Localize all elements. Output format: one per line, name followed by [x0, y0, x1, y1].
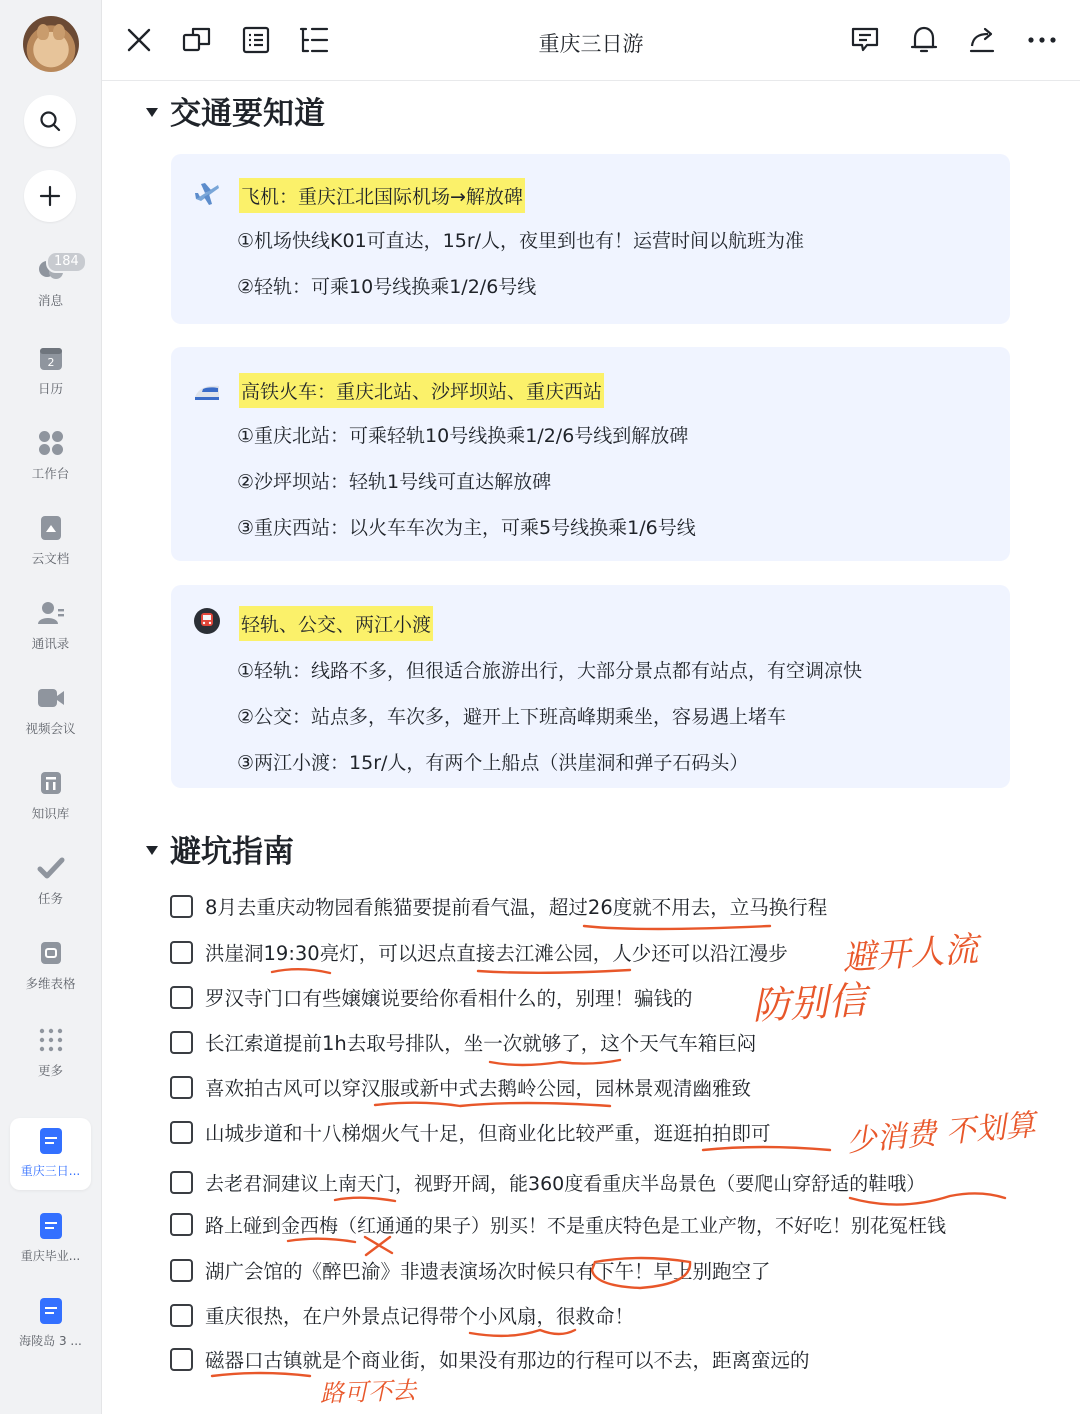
todo-text: 路上碰到金西梅（红通通的果子）别买！不是重庆特色是工业产物，不好吃！别花冤枉钱 [205, 1214, 947, 1237]
underline-mark [375, 1103, 610, 1106]
callout-line: ①机场快线K01可直达，15r/人，夜里到也有！运营时间以航班为准 [237, 230, 805, 252]
sidebar-item-label: 知识库 [31, 806, 70, 821]
sidebar-item-label: 云文档 [31, 551, 70, 566]
sidebar-item-label: 多维表格 [25, 976, 76, 991]
document-title: 重庆三日游 [538, 32, 644, 56]
callout-line: ②轻轨：可乘10号线换乘1/2/6号线 [237, 276, 537, 298]
underline-mark [478, 970, 630, 973]
heading-text: 交通要知道 [170, 96, 325, 132]
todo-text: 长江索道提前1h去取号排队，坐一次就够了，这个天气车箱巨闷 [205, 1032, 757, 1055]
underline-mark [470, 1330, 575, 1336]
underline-mark [335, 1198, 395, 1201]
callout-title: 高铁火车：重庆北站、沙坪坝站、重庆西站 [239, 373, 604, 408]
callout-line: ③两江小渡：15r/人，有两个上船点（洪崖洞和弹子石码头） [237, 752, 749, 774]
handwritten-note: 避开人流 [841, 929, 980, 979]
todo-text: 重庆很热，在户外景点记得带个小风扇，很救命！ [205, 1305, 635, 1328]
heading-text: 避坑指南 [170, 834, 294, 870]
todo-text: 罗汉寺门口有些嬢嬢说要给你看相什么的，别理！骗钱的 [205, 987, 693, 1010]
handwritten-note: 防别信 [751, 978, 868, 1028]
underline-mark [490, 1060, 620, 1065]
todo-text: 磁器口古镇就是个商业街，如果没有那边的行程可以不去，距离蛮远的 [205, 1349, 810, 1372]
callout-line: ③重庆西站：以火车车次为主，可乘5号线换乘1/6号线 [237, 517, 696, 539]
todo-text: 山城步道和十八梯烟火气十足，但商业化比较严重，逛逛拍拍即可 [205, 1122, 771, 1145]
sidebar-item-label: 更多 [37, 1063, 63, 1078]
handwritten-note: 路可不去 [319, 1376, 417, 1408]
todo-text: 洪崖洞19:30亮灯，可以迟点直接去江滩公园，人少还可以沿江漫步 [205, 942, 788, 965]
underline-mark [850, 1193, 1005, 1204]
sidebar-item-label: 消息 [37, 293, 63, 308]
svg-text:2: 2 [47, 356, 54, 369]
circle-mark [592, 1258, 690, 1288]
recent-doc-label: 海陵岛 3 ... [19, 1334, 82, 1348]
sidebar-item-label: 日历 [37, 381, 63, 396]
unread-badge: 184 [46, 251, 87, 273]
underline-mark [703, 1147, 830, 1150]
callout-line: ②公交：站点多，车次多，避开上下班高峰期乘坐，容易遇上堵车 [237, 706, 787, 728]
underline-mark [272, 969, 330, 973]
todo-text: 8月去重庆动物园看熊猫要提前看气温，超过26度就不用去，立马换行程 [205, 896, 828, 919]
callout-title: 飞机：重庆江北国际机场→解放碑 [239, 178, 525, 213]
sidebar-item-label: 任务 [37, 891, 63, 906]
callout-line: ①重庆北站：可乘轻轨10号线换乘1/2/6号线到解放碑 [237, 425, 689, 447]
recent-doc-label: 重庆三日... [20, 1164, 81, 1178]
sidebar-item-label: 工作台 [31, 466, 70, 481]
callout-title: 轻轨、公交、两江小渡 [239, 606, 433, 641]
underline-mark [212, 1373, 310, 1376]
underline-mark [584, 926, 770, 929]
callout-line: ②沙坪坝站：轻轨1号线可直达解放碑 [237, 471, 552, 493]
underline-mark [288, 1239, 355, 1242]
recent-doc-label: 重庆毕业... [20, 1249, 81, 1263]
todo-text: 湖广会馆的《醉巴渝》非遗表演场次时候只有下午！早上别跑空了 [205, 1260, 771, 1283]
todo-text: 去老君洞建议上南天门，视野开阔，能360度看重庆半岛景色（要爬山穿舒适的鞋哦） [205, 1172, 926, 1195]
cross-mark [365, 1237, 392, 1255]
sidebar-item-label: 通讯录 [31, 636, 70, 651]
sidebar-item-label: 视频会议 [25, 721, 76, 736]
callout-line: ①轻轨：线路不多，但很适合旅游出行，大部分景点都有站点，有空调凉快 [237, 660, 863, 682]
todo-text: 喜欢拍古风可以穿汉服或新中式去鹅岭公园，园林景观清幽雅致 [205, 1077, 752, 1100]
handwritten-note: 少消费 不划算 [845, 1107, 1038, 1160]
